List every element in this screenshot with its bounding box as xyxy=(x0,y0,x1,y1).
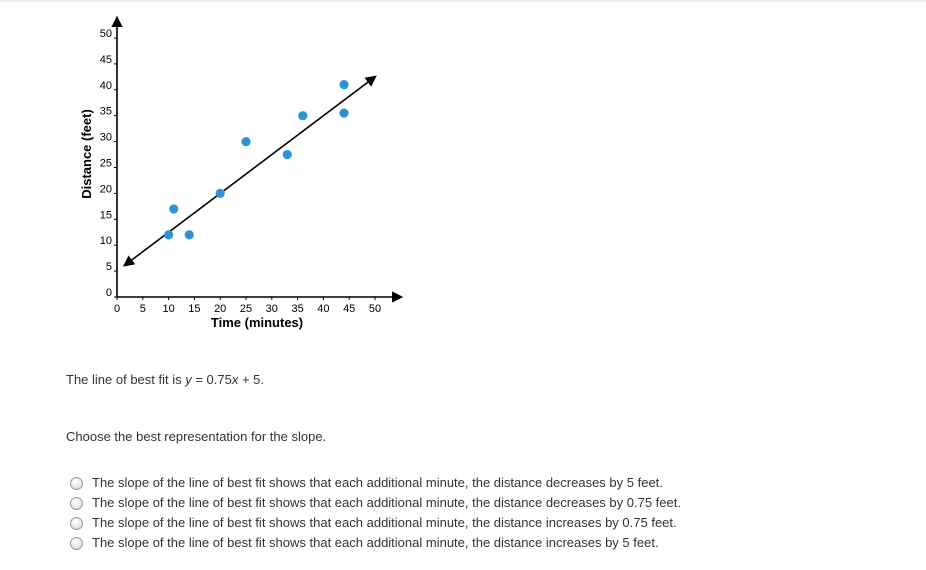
y-tick-label: 20 xyxy=(99,183,112,196)
answer-options xyxy=(70,472,681,552)
equation-suffix: + 5. xyxy=(238,372,265,387)
y-tick-label: 45 xyxy=(99,53,112,66)
data-point xyxy=(241,137,250,146)
y-tick-label: 35 xyxy=(99,105,112,118)
radio-button[interactable] xyxy=(70,477,83,490)
data-point xyxy=(298,111,307,120)
x-tick-label: 40 xyxy=(317,303,330,315)
y-tick-label: 50 xyxy=(99,28,112,40)
answer-option-label: The slope of the line of best fit shows that each additional minute, the distance decreases by 5 feet. xyxy=(92,474,663,490)
equation-var-x: x xyxy=(231,372,239,387)
equation-prefix: The line of best fit is xyxy=(66,372,186,387)
y-axis-title: Distance (feet) xyxy=(79,109,94,199)
data-point xyxy=(164,230,173,239)
y-tick-label: 5 xyxy=(105,261,112,274)
y-tick-label: 10 xyxy=(99,235,112,248)
x-tick-label: 50 xyxy=(368,303,382,315)
tick-marks xyxy=(100,28,381,315)
answer-option-label: The slope of the line of best fit shows that each additional minute, the distance increases by 5 feet. xyxy=(92,534,659,550)
y-tick-label: 30 xyxy=(99,131,112,144)
y-tick-label: 25 xyxy=(99,157,112,170)
x-tick-label: 10 xyxy=(162,303,175,315)
data-point xyxy=(339,80,348,89)
data-point xyxy=(185,230,194,239)
data-point xyxy=(283,150,292,159)
scatter-chart xyxy=(70,8,410,333)
data-point xyxy=(169,204,178,213)
x-tick-label: 30 xyxy=(265,303,278,315)
y-tick-label: 0 xyxy=(105,287,112,299)
radio-button[interactable] xyxy=(70,497,83,510)
answer-option-label: The slope of the line of best fit shows that each additional minute, the distance increases by 0.75 feet. xyxy=(92,514,677,530)
x-tick-label: 25 xyxy=(239,303,253,315)
y-tick-label: 40 xyxy=(99,79,112,92)
data-point xyxy=(216,189,225,198)
x-tick-label: 15 xyxy=(188,303,201,315)
question-prompt: Choose the best representation for the slope. xyxy=(66,429,327,444)
answer-option[interactable] xyxy=(70,532,681,552)
best-fit-equation xyxy=(66,372,264,387)
x-axis-title: Time (minutes) xyxy=(210,315,304,330)
best-fit-line-group xyxy=(125,77,375,265)
answer-option[interactable] xyxy=(70,492,681,512)
data-point xyxy=(339,109,348,118)
x-tick-label: 35 xyxy=(291,303,304,315)
answer-option[interactable] xyxy=(70,472,681,492)
y-tick-label: 15 xyxy=(99,209,112,222)
equation-middle: = 0.75 xyxy=(191,372,232,387)
radio-button[interactable] xyxy=(70,537,83,550)
answer-option-label: The slope of the line of best fit shows that each additional minute, the distance decreases by 0.75 feet. xyxy=(92,494,681,510)
x-tick-label: 5 xyxy=(139,303,146,315)
best-fit-line xyxy=(125,77,375,265)
x-tick-label: 0 xyxy=(113,303,121,315)
radio-button[interactable] xyxy=(70,517,83,530)
axes xyxy=(117,18,401,297)
x-tick-label: 45 xyxy=(343,303,356,315)
x-tick-label: 20 xyxy=(214,303,227,315)
answer-option[interactable] xyxy=(70,512,681,532)
top-border xyxy=(0,0,926,2)
equation-var-y: y xyxy=(185,372,192,387)
